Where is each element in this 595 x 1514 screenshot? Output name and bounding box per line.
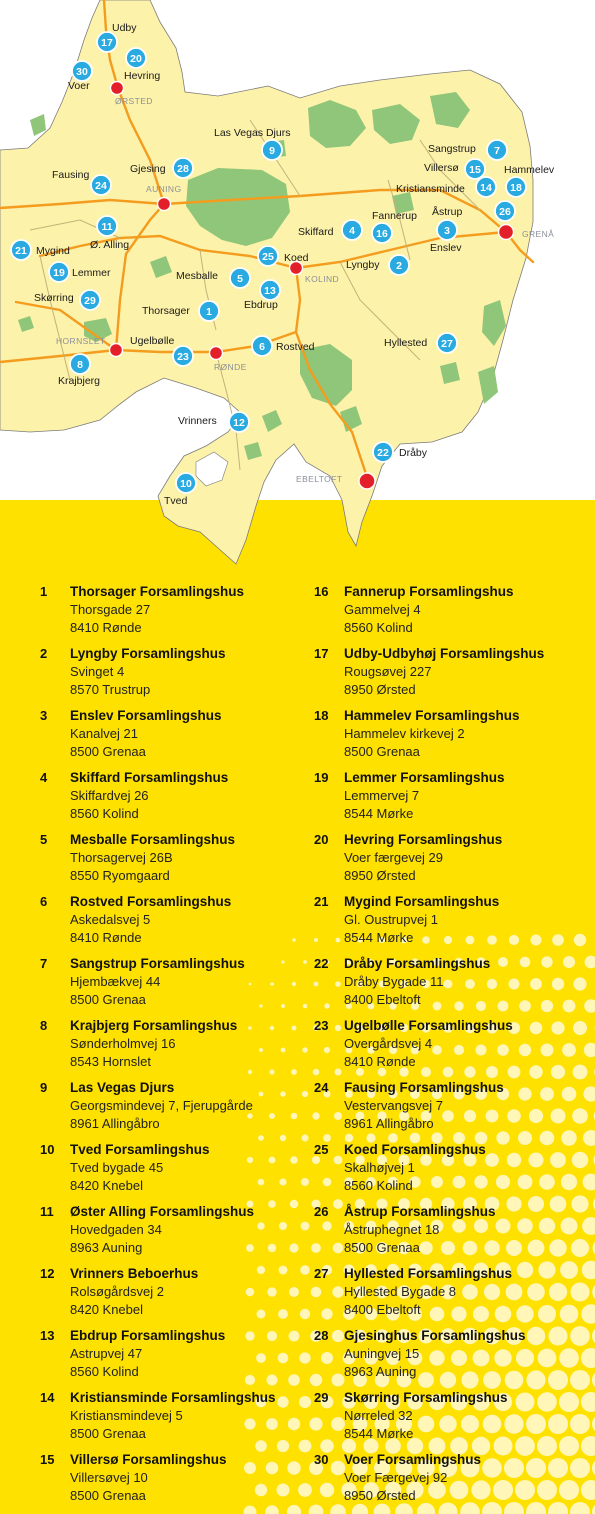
venue-city: 8963 Auning xyxy=(344,1364,417,1379)
marker-number: 25 xyxy=(262,251,274,263)
venue-number: 14 xyxy=(40,1390,55,1405)
marker-label: Dråby xyxy=(399,447,428,459)
venue-address: Kristiansmindevej 5 xyxy=(70,1408,183,1423)
venue-entry xyxy=(314,830,584,892)
venue-address: Sønderholmvej 16 xyxy=(70,1036,176,1051)
venue-city: 8410 Rønde xyxy=(70,930,142,945)
venue-number: 29 xyxy=(314,1390,329,1405)
venue-city: 8544 Mørke xyxy=(344,806,414,821)
venue-city: 8500 Grenaa xyxy=(70,1488,146,1503)
venue-name: Mesballe Forsamlingshus xyxy=(70,832,236,847)
venue-name: Thorsager Forsamlingshus xyxy=(70,584,245,599)
venue-number: 9 xyxy=(40,1080,48,1095)
marker-number: 11 xyxy=(101,221,113,233)
venue-address: Georgsmindevej 7, Fjerupgårde xyxy=(70,1098,253,1113)
venue-details xyxy=(344,583,589,637)
marker-number: 20 xyxy=(130,53,142,65)
venue-entry xyxy=(314,1264,584,1326)
venue-city: 8500 Grenaa xyxy=(344,744,420,759)
venue-address: Lemmervej 7 xyxy=(344,788,420,803)
venue-name: Lyngby Forsamlingshus xyxy=(70,646,226,661)
venue-number: 1 xyxy=(40,584,48,599)
marker-label: Koed xyxy=(284,252,309,264)
venue-number: 25 xyxy=(314,1142,329,1157)
venue-city: 8570 Trustrup xyxy=(70,682,151,697)
venue-number: 19 xyxy=(314,770,329,785)
marker-label: Vrinners xyxy=(178,415,217,427)
venue-address: Auningvej 15 xyxy=(344,1346,420,1361)
venue-number: 8 xyxy=(40,1018,48,1033)
marker-label: Thorsager xyxy=(142,305,190,317)
venue-address: Gammelvej 4 xyxy=(344,602,421,617)
venue-name: Voer Forsamlingshus xyxy=(344,1452,482,1467)
venue-name: Hammelev Forsamlingshus xyxy=(344,708,520,723)
marker-label: Hyllested xyxy=(384,337,428,349)
venue-name: Rostved Forsamlingshus xyxy=(70,894,232,909)
venue-address: Askedalsvej 5 xyxy=(70,912,151,927)
venue-entry xyxy=(40,1016,310,1078)
marker-number: 21 xyxy=(15,245,27,257)
venue-list-right-column xyxy=(314,582,584,1512)
venue-details xyxy=(344,1017,589,1071)
venue-address: Åstruphegnet 18 xyxy=(344,1222,440,1237)
venue-city: 8500 Grenaa xyxy=(70,744,146,759)
venue-number: 28 xyxy=(314,1328,329,1343)
venue-address: Hammelev kirkevej 2 xyxy=(344,726,465,741)
venue-name: Udby-Udbyhøj Forsamlingshus xyxy=(344,646,545,661)
marker-label: Udby xyxy=(112,22,137,34)
venue-name: Skiffard Forsamlingshus xyxy=(70,770,229,785)
marker-number: 3 xyxy=(444,225,450,237)
venue-address: Hyllested Bygade 8 xyxy=(344,1284,457,1299)
venue-entry xyxy=(314,644,584,706)
town-label: RØNDE xyxy=(214,362,247,372)
venue-name: Fannerup Forsamlingshus xyxy=(344,584,514,599)
venue-entry xyxy=(314,1326,584,1388)
venue-number: 10 xyxy=(40,1142,55,1157)
venue-city: 8950 Ørsted xyxy=(344,682,416,697)
town-label: KOLIND xyxy=(305,274,340,284)
venue-number: 21 xyxy=(314,894,329,909)
marker-number: 27 xyxy=(441,338,453,350)
venue-number: 16 xyxy=(314,584,329,599)
venue-city: 8410 Rønde xyxy=(70,620,142,635)
venue-details xyxy=(344,1389,589,1443)
venue-details xyxy=(70,1389,315,1443)
venue-entry xyxy=(314,582,584,644)
venue-name: Koed Forsamlingshus xyxy=(344,1142,486,1157)
venue-number: 27 xyxy=(314,1266,329,1281)
venue-city: 8500 Grenaa xyxy=(344,1240,420,1255)
venue-address: Skalhøjvej 1 xyxy=(344,1160,415,1175)
venue-entry xyxy=(314,1450,584,1512)
venue-name: Las Vegas Djurs xyxy=(70,1080,175,1095)
marker-label: Skørring xyxy=(34,292,74,304)
venue-details xyxy=(344,1451,589,1505)
venue-number: 30 xyxy=(314,1452,329,1467)
venue-details xyxy=(344,1079,589,1133)
marker-number: 13 xyxy=(264,285,276,297)
town-label: HORNSLET xyxy=(56,336,106,346)
marker-number: 1 xyxy=(206,306,212,318)
venue-details xyxy=(344,1203,589,1257)
venue-entry xyxy=(40,1450,310,1512)
venue-city: 8560 Kolind xyxy=(70,1364,139,1379)
venue-name: Lemmer Forsamlingshus xyxy=(344,770,505,785)
venue-name: Mygind Forsamlingshus xyxy=(344,894,500,909)
venue-details xyxy=(70,1079,315,1133)
venue-entry xyxy=(40,582,310,644)
marker-number: 10 xyxy=(180,478,192,490)
marker-label: Enslev xyxy=(430,242,462,254)
venue-address: Skiffardvej 26 xyxy=(70,788,149,803)
venue-address: Voer færgevej 29 xyxy=(344,850,444,865)
venue-entry xyxy=(314,1388,584,1450)
venue-address: Dråby Bygade 11 xyxy=(344,974,444,989)
venue-address: Voer Færgevej 92 xyxy=(344,1470,448,1485)
venue-details xyxy=(344,707,589,761)
marker-number: 5 xyxy=(237,273,243,285)
venue-number: 6 xyxy=(40,894,48,909)
venue-city: 8950 Ørsted xyxy=(344,868,416,883)
venue-city: 8560 Kolind xyxy=(344,1178,413,1193)
venue-city: 8560 Kolind xyxy=(344,620,413,635)
marker-label: Lemmer xyxy=(72,267,111,279)
venue-entry xyxy=(40,830,310,892)
venue-details xyxy=(70,1203,315,1257)
marker-number: 23 xyxy=(177,351,189,363)
marker-number: 14 xyxy=(480,182,492,194)
venue-details xyxy=(70,1265,315,1319)
venue-entry xyxy=(314,768,584,830)
marker-number: 4 xyxy=(349,225,355,237)
marker-number: 30 xyxy=(76,66,88,78)
venue-number: 5 xyxy=(40,832,48,847)
venue-number: 7 xyxy=(40,956,48,971)
marker-label: Skiffard xyxy=(298,226,334,238)
marker-number: 22 xyxy=(377,447,389,459)
marker-number: 19 xyxy=(53,267,65,279)
venue-details xyxy=(344,893,589,947)
marker-label: Gjesing xyxy=(130,163,166,175)
venue-name: Enslev Forsamlingshus xyxy=(70,708,222,723)
venue-city: 8500 Grenaa xyxy=(70,1426,146,1441)
marker-label: Hevring xyxy=(124,70,161,82)
venue-entry xyxy=(314,892,584,954)
venue-name: Hyllested Forsamlingshus xyxy=(344,1266,513,1281)
venue-name: Villersø Forsamlingshus xyxy=(70,1452,227,1467)
venue-address: Hjembækvej 44 xyxy=(70,974,161,989)
venue-city: 8544 Mørke xyxy=(344,930,414,945)
venue-name: Kristiansminde Forsamlingshus xyxy=(70,1390,276,1405)
venue-entry xyxy=(40,1140,310,1202)
venue-details xyxy=(344,955,589,1009)
venue-address: Kanalvej 21 xyxy=(70,726,138,741)
marker-label: Ø. Alling xyxy=(90,239,130,251)
venue-address: Svinget 4 xyxy=(70,664,125,679)
venue-details xyxy=(70,583,315,637)
marker-number: 26 xyxy=(499,206,511,218)
venue-address: Thorsgade 27 xyxy=(70,602,151,617)
venue-address: Villersøvej 10 xyxy=(70,1470,148,1485)
venue-address: Gl. Oustrupvej 1 xyxy=(344,912,438,927)
venue-entry xyxy=(314,1140,584,1202)
venue-entry xyxy=(40,1388,310,1450)
marker-label: Mesballe xyxy=(176,270,219,282)
venue-entry xyxy=(314,1078,584,1140)
venue-city: 8410 Rønde xyxy=(344,1054,416,1069)
marker-label: Kristiansminde xyxy=(396,183,465,195)
town-label: GRENÅ xyxy=(522,229,555,239)
marker-number: 12 xyxy=(233,417,245,429)
venue-name: Åstrup Forsamlingshus xyxy=(344,1204,496,1219)
marker-label: Fausing xyxy=(52,169,90,181)
venue-details xyxy=(70,707,315,761)
marker-number: 6 xyxy=(259,341,265,353)
venue-name: Fausing Forsamlingshus xyxy=(344,1080,504,1095)
venue-address: Thorsagervej 26B xyxy=(70,850,173,865)
venue-details xyxy=(70,831,315,885)
venue-name: Øster Alling Forsamlingshus xyxy=(70,1204,255,1219)
venue-address: Overgårdsvej 4 xyxy=(344,1036,433,1051)
venue-number: 24 xyxy=(314,1080,329,1095)
venue-details xyxy=(70,769,315,823)
venue-details xyxy=(70,893,315,947)
venue-city: 8400 Ebeltoft xyxy=(344,1302,421,1317)
venue-name: Skørring Forsamlingshus xyxy=(344,1390,508,1405)
town-label: EBELTOFT xyxy=(296,474,343,484)
town-label: ØRSTED xyxy=(115,96,153,106)
venue-details xyxy=(344,645,589,699)
venue-details xyxy=(70,1017,315,1071)
venue-number: 2 xyxy=(40,646,48,661)
venue-entry xyxy=(40,706,310,768)
marker-label: Tved xyxy=(164,495,188,507)
marker-number: 28 xyxy=(177,163,189,175)
venue-name: Ebdrup Forsamlingshus xyxy=(70,1328,226,1343)
djursland-map xyxy=(0,0,595,565)
marker-label: Las Vegas Djurs xyxy=(214,127,291,139)
venue-name: Hevring Forsamlingshus xyxy=(344,832,503,847)
venue-number: 13 xyxy=(40,1328,55,1343)
venue-entry xyxy=(40,954,310,1016)
venue-address: Astrupvej 47 xyxy=(70,1346,143,1361)
marker-label: Ugelbølle xyxy=(130,335,175,347)
marker-number: 18 xyxy=(510,182,522,194)
venue-details xyxy=(70,1327,315,1381)
venue-name: Tved Forsamlingshus xyxy=(70,1142,210,1157)
marker-number: 16 xyxy=(376,228,388,240)
venue-city: 8420 Knebel xyxy=(70,1178,144,1193)
venue-entry xyxy=(314,1016,584,1078)
venue-details xyxy=(70,1141,315,1195)
marker-label: Lyngby xyxy=(346,259,380,271)
venue-details xyxy=(344,1265,589,1319)
venue-city: 8961 Allingåbro xyxy=(70,1116,160,1131)
marker-number: 24 xyxy=(95,180,107,192)
marker-label: Hammelev xyxy=(504,164,555,176)
venue-details xyxy=(70,1451,315,1505)
venue-number: 18 xyxy=(314,708,329,723)
venue-number: 3 xyxy=(40,708,48,723)
marker-number: 8 xyxy=(77,359,83,371)
venue-city: 8950 Ørsted xyxy=(344,1488,416,1503)
venue-entry xyxy=(40,1078,310,1140)
marker-number: 7 xyxy=(494,145,500,157)
marker-number: 9 xyxy=(269,145,275,157)
venue-name: Dråby Forsamlingshus xyxy=(344,956,491,971)
venue-details xyxy=(344,769,589,823)
venue-address: Hovedgaden 34 xyxy=(70,1222,162,1237)
marker-number: 17 xyxy=(101,37,113,49)
marker-label: Mygind xyxy=(36,245,70,257)
venue-number: 17 xyxy=(314,646,329,661)
marker-number: 2 xyxy=(396,260,402,272)
venue-details xyxy=(344,1327,589,1381)
venue-name: Gjesinghus Forsamlingshus xyxy=(344,1328,526,1343)
marker-label: Fannerup xyxy=(372,210,417,222)
marker-label: Villersø xyxy=(424,162,459,174)
venue-city: 8500 Grenaa xyxy=(70,992,146,1007)
venue-number: 20 xyxy=(314,832,329,847)
marker-label: Rostved xyxy=(276,341,315,353)
venue-city: 8543 Hornslet xyxy=(70,1054,151,1069)
venue-name: Krajbjerg Forsamlingshus xyxy=(70,1018,238,1033)
venue-city: 8420 Knebel xyxy=(70,1302,144,1317)
venue-number: 11 xyxy=(40,1204,54,1219)
venue-entry xyxy=(40,1202,310,1264)
venue-entry xyxy=(40,644,310,706)
venue-entry xyxy=(314,706,584,768)
venue-address: Tved bygade 45 xyxy=(70,1160,164,1175)
venue-details xyxy=(70,645,315,699)
venue-entry xyxy=(40,892,310,954)
venue-city: 8550 Ryomgaard xyxy=(70,868,170,883)
venue-name: Ugelbølle Forsamlingshus xyxy=(344,1018,513,1033)
venue-number: 12 xyxy=(40,1266,55,1281)
venue-number: 4 xyxy=(40,770,48,785)
venue-details xyxy=(344,1141,589,1195)
venue-number: 23 xyxy=(314,1018,329,1033)
venue-details xyxy=(344,831,589,885)
venue-name: Vrinners Beboerhus xyxy=(70,1266,199,1281)
venue-city: 8400 Ebeltoft xyxy=(344,992,421,1007)
venue-address: Rougsøvej 227 xyxy=(344,664,432,679)
venue-entry xyxy=(40,1264,310,1326)
marker-label: Ebdrup xyxy=(244,299,278,311)
venue-city: 8963 Auning xyxy=(70,1240,143,1255)
marker-label: Voer xyxy=(68,80,90,92)
marker-label: Sangstrup xyxy=(428,143,476,155)
marker-number: 15 xyxy=(469,164,481,176)
venue-address: Rolsøgårdsvej 2 xyxy=(70,1284,164,1299)
venue-number: 26 xyxy=(314,1204,329,1219)
venue-address: Vestervangsvej 7 xyxy=(344,1098,444,1113)
venue-address: Nørreled 32 xyxy=(344,1408,413,1423)
venue-list-left-column xyxy=(40,582,310,1512)
venue-entry xyxy=(40,768,310,830)
town-label: AUNING xyxy=(146,184,182,194)
venue-entry xyxy=(40,1326,310,1388)
venue-entry xyxy=(314,954,584,1016)
venue-name: Sangstrup Forsamlingshus xyxy=(70,956,245,971)
marker-label: Krajbjerg xyxy=(58,375,101,387)
marker-number: 29 xyxy=(84,295,96,307)
venue-entry xyxy=(314,1202,584,1264)
venue-city: 8544 Mørke xyxy=(344,1426,414,1441)
marker-label: Åstrup xyxy=(432,206,463,218)
venue-number: 15 xyxy=(40,1452,55,1467)
venue-number: 22 xyxy=(314,956,329,971)
venue-city: 8961 Allingåbro xyxy=(344,1116,434,1131)
venue-details xyxy=(70,955,315,1009)
venue-city: 8560 Kolind xyxy=(70,806,139,821)
